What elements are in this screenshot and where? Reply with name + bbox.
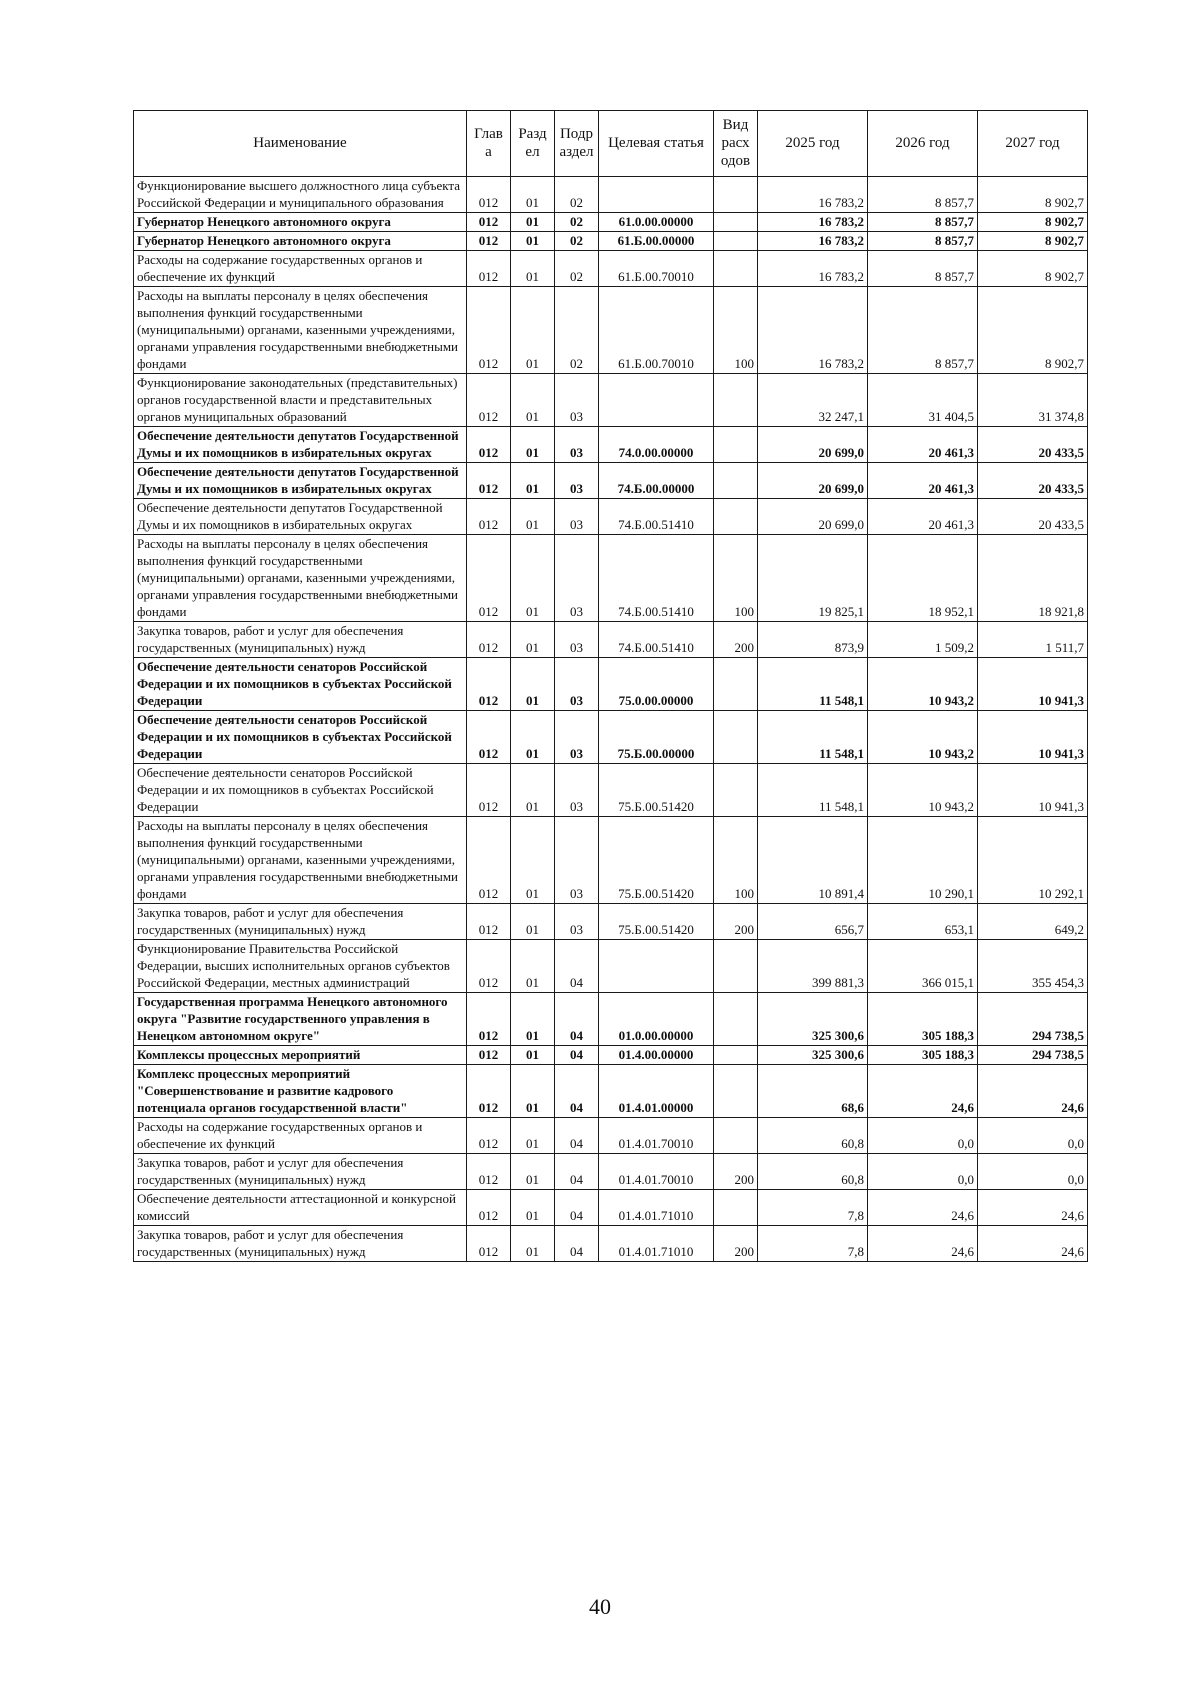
cell-2026: 8 857,7 <box>868 177 978 213</box>
header-2025: 2025 год <box>758 111 868 177</box>
cell-2025: 16 783,2 <box>758 177 868 213</box>
cell-podrazdel: 03 <box>555 904 599 940</box>
cell-podrazdel: 03 <box>555 711 599 764</box>
cell-name: Закупка товаров, работ и услуг для обеспечения государственных (муниципальных) нужд <box>134 904 467 940</box>
cell-2025: 7,8 <box>758 1190 868 1226</box>
cell-razdel: 01 <box>511 535 555 622</box>
cell-2026: 10 943,2 <box>868 658 978 711</box>
cell-vid-raskhodov <box>714 177 758 213</box>
cell-tselevaya-statya: 75.Б.00.51420 <box>599 904 714 940</box>
cell-2026: 10 290,1 <box>868 817 978 904</box>
table-row <box>134 177 1088 213</box>
cell-2027: 24,6 <box>978 1065 1088 1118</box>
cell-name: Функционирование законодательных (представительных) органов государственной власти и представительных органов муниципальных образований <box>134 374 467 427</box>
cell-2026: 24,6 <box>868 1065 978 1118</box>
cell-podrazdel: 04 <box>555 940 599 993</box>
cell-2027: 294 738,5 <box>978 1046 1088 1065</box>
cell-2025: 11 548,1 <box>758 658 868 711</box>
cell-name: Закупка товаров, работ и услуг для обеспечения государственных (муниципальных) нужд <box>134 1226 467 1262</box>
cell-podrazdel: 03 <box>555 658 599 711</box>
cell-razdel: 01 <box>511 904 555 940</box>
cell-glava: 012 <box>467 1046 511 1065</box>
cell-vid-raskhodov <box>714 463 758 499</box>
cell-2027: 20 433,5 <box>978 427 1088 463</box>
cell-razdel: 01 <box>511 1118 555 1154</box>
cell-razdel: 01 <box>511 940 555 993</box>
cell-2025: 20 699,0 <box>758 463 868 499</box>
table-row <box>134 535 1088 622</box>
cell-vid-raskhodov <box>714 1190 758 1226</box>
cell-razdel: 01 <box>511 251 555 287</box>
cell-name: Государственная программа Ненецкого автономного округа "Развитие государственного управления в Ненецком автономном округе" <box>134 993 467 1046</box>
cell-podrazdel: 03 <box>555 622 599 658</box>
header-vid-raskhodov: Вид расх одов <box>714 111 758 177</box>
cell-razdel: 01 <box>511 711 555 764</box>
cell-name: Закупка товаров, работ и услуг для обеспечения государственных (муниципальных) нужд <box>134 622 467 658</box>
cell-2025: 325 300,6 <box>758 1046 868 1065</box>
cell-2026: 305 188,3 <box>868 1046 978 1065</box>
cell-name: Комплекс процессных мероприятий "Совершенствование и развитие кадрового потенциала органов государственной власти" <box>134 1065 467 1118</box>
cell-podrazdel: 04 <box>555 993 599 1046</box>
cell-name: Функционирование Правительства Российской Федерации, высших исполнительных органов субъектов Российской Федерации, местных администраций <box>134 940 467 993</box>
cell-podrazdel: 02 <box>555 232 599 251</box>
cell-glava: 012 <box>467 817 511 904</box>
cell-2027: 649,2 <box>978 904 1088 940</box>
cell-tselevaya-statya: 61.Б.00.70010 <box>599 251 714 287</box>
cell-name: Обеспечение деятельности сенаторов Российской Федерации и их помощников в субъектах Российской Федерации <box>134 658 467 711</box>
cell-razdel: 01 <box>511 1154 555 1190</box>
table-row <box>134 1190 1088 1226</box>
cell-2026: 0,0 <box>868 1154 978 1190</box>
table-row <box>134 993 1088 1046</box>
cell-2025: 399 881,3 <box>758 940 868 993</box>
cell-2025: 19 825,1 <box>758 535 868 622</box>
table-row <box>134 232 1088 251</box>
table-row <box>134 622 1088 658</box>
cell-podrazdel: 04 <box>555 1118 599 1154</box>
cell-2025: 20 699,0 <box>758 427 868 463</box>
cell-tselevaya-statya: 74.Б.00.51410 <box>599 499 714 535</box>
cell-podrazdel: 02 <box>555 251 599 287</box>
cell-2027: 8 902,7 <box>978 232 1088 251</box>
cell-2027: 8 902,7 <box>978 177 1088 213</box>
cell-vid-raskhodov <box>714 499 758 535</box>
cell-podrazdel: 03 <box>555 817 599 904</box>
cell-glava: 012 <box>467 764 511 817</box>
cell-glava: 012 <box>467 177 511 213</box>
cell-tselevaya-statya: 01.4.01.70010 <box>599 1154 714 1190</box>
cell-tselevaya-statya: 75.Б.00.00000 <box>599 711 714 764</box>
budget-table <box>133 110 1088 1262</box>
cell-2025: 325 300,6 <box>758 993 868 1046</box>
table-row <box>134 1154 1088 1190</box>
page-number: 40 <box>589 1594 611 1619</box>
cell-2027: 294 738,5 <box>978 993 1088 1046</box>
cell-tselevaya-statya: 01.4.01.00000 <box>599 1065 714 1118</box>
cell-glava: 012 <box>467 711 511 764</box>
header-name: Наименование <box>134 111 467 177</box>
cell-tselevaya-statya: 61.Б.00.00000 <box>599 232 714 251</box>
cell-2025: 68,6 <box>758 1065 868 1118</box>
cell-2025: 10 891,4 <box>758 817 868 904</box>
cell-podrazdel: 03 <box>555 499 599 535</box>
cell-podrazdel: 03 <box>555 535 599 622</box>
cell-razdel: 01 <box>511 427 555 463</box>
cell-glava: 012 <box>467 427 511 463</box>
cell-2025: 656,7 <box>758 904 868 940</box>
cell-razdel: 01 <box>511 622 555 658</box>
table-row <box>134 1118 1088 1154</box>
table-row <box>134 499 1088 535</box>
cell-name: Расходы на выплаты персоналу в целях обеспечения выполнения функций государственными (муниципальными) органами, казенными учреждениями, органами управления государственными внебюджетными фондами <box>134 535 467 622</box>
cell-tselevaya-statya <box>599 177 714 213</box>
cell-2026: 0,0 <box>868 1118 978 1154</box>
table-header-row <box>134 111 1088 177</box>
cell-razdel: 01 <box>511 658 555 711</box>
cell-glava: 012 <box>467 232 511 251</box>
cell-razdel: 01 <box>511 764 555 817</box>
cell-vid-raskhodov <box>714 764 758 817</box>
cell-2025: 11 548,1 <box>758 711 868 764</box>
cell-2025: 16 783,2 <box>758 213 868 232</box>
cell-name: Расходы на выплаты персоналу в целях обеспечения выполнения функций государственными (муниципальными) органами, казенными учреждениями, органами управления государственными внебюджетными фондами <box>134 817 467 904</box>
cell-razdel: 01 <box>511 499 555 535</box>
cell-vid-raskhodov <box>714 374 758 427</box>
cell-name: Расходы на содержание государственных органов и обеспечение их функций <box>134 1118 467 1154</box>
table-row <box>134 817 1088 904</box>
cell-tselevaya-statya <box>599 374 714 427</box>
cell-vid-raskhodov <box>714 232 758 251</box>
table-row <box>134 213 1088 232</box>
cell-2026: 8 857,7 <box>868 213 978 232</box>
cell-glava: 012 <box>467 1154 511 1190</box>
header-razdel: Разд ел <box>511 111 555 177</box>
cell-name: Губернатор Ненецкого автономного округа <box>134 213 467 232</box>
cell-tselevaya-statya: 75.0.00.00000 <box>599 658 714 711</box>
cell-glava: 012 <box>467 463 511 499</box>
cell-tselevaya-statya: 74.Б.00.00000 <box>599 463 714 499</box>
header-2027: 2027 год <box>978 111 1088 177</box>
header-tselevaya-statya: Целевая статья <box>599 111 714 177</box>
cell-2027: 8 902,7 <box>978 287 1088 374</box>
cell-razdel: 01 <box>511 1065 555 1118</box>
cell-razdel: 01 <box>511 232 555 251</box>
cell-name: Обеспечение деятельности депутатов Государственной Думы и их помощников в избирательных округах <box>134 427 467 463</box>
cell-2026: 1 509,2 <box>868 622 978 658</box>
cell-vid-raskhodov <box>714 1118 758 1154</box>
cell-vid-raskhodov <box>714 993 758 1046</box>
cell-2027: 10 941,3 <box>978 764 1088 817</box>
cell-podrazdel: 02 <box>555 287 599 374</box>
cell-name: Обеспечение деятельности аттестационной и конкурсной комиссий <box>134 1190 467 1226</box>
cell-razdel: 01 <box>511 1226 555 1262</box>
cell-2026: 20 461,3 <box>868 427 978 463</box>
cell-2027: 8 902,7 <box>978 213 1088 232</box>
cell-2027: 0,0 <box>978 1118 1088 1154</box>
cell-podrazdel: 04 <box>555 1154 599 1190</box>
cell-tselevaya-statya: 01.4.01.71010 <box>599 1190 714 1226</box>
table-row <box>134 251 1088 287</box>
cell-2026: 10 943,2 <box>868 764 978 817</box>
cell-2026: 31 404,5 <box>868 374 978 427</box>
cell-vid-raskhodov: 100 <box>714 535 758 622</box>
cell-podrazdel: 02 <box>555 177 599 213</box>
cell-2027: 355 454,3 <box>978 940 1088 993</box>
cell-vid-raskhodov: 200 <box>714 904 758 940</box>
cell-glava: 012 <box>467 535 511 622</box>
cell-2026: 8 857,7 <box>868 232 978 251</box>
table-row <box>134 904 1088 940</box>
cell-name: Комплексы процессных мероприятий <box>134 1046 467 1065</box>
cell-glava: 012 <box>467 1190 511 1226</box>
cell-2026: 10 943,2 <box>868 711 978 764</box>
table-row <box>134 711 1088 764</box>
cell-podrazdel: 03 <box>555 374 599 427</box>
cell-tselevaya-statya: 74.Б.00.51410 <box>599 535 714 622</box>
cell-podrazdel: 03 <box>555 463 599 499</box>
cell-razdel: 01 <box>511 817 555 904</box>
cell-name: Обеспечение деятельности сенаторов Российской Федерации и их помощников в субъектах Российской Федерации <box>134 764 467 817</box>
cell-2026: 8 857,7 <box>868 251 978 287</box>
cell-tselevaya-statya: 01.4.01.71010 <box>599 1226 714 1262</box>
cell-glava: 012 <box>467 993 511 1046</box>
table-row <box>134 1226 1088 1262</box>
cell-vid-raskhodov <box>714 427 758 463</box>
cell-2027: 10 941,3 <box>978 658 1088 711</box>
cell-vid-raskhodov <box>714 658 758 711</box>
cell-name: Губернатор Ненецкого автономного округа <box>134 232 467 251</box>
cell-2026: 18 952,1 <box>868 535 978 622</box>
cell-vid-raskhodov: 100 <box>714 287 758 374</box>
cell-podrazdel: 04 <box>555 1065 599 1118</box>
cell-2025: 16 783,2 <box>758 251 868 287</box>
cell-2025: 32 247,1 <box>758 374 868 427</box>
table-row <box>134 463 1088 499</box>
cell-glava: 012 <box>467 940 511 993</box>
cell-2027: 24,6 <box>978 1226 1088 1262</box>
table-body <box>134 177 1088 1262</box>
cell-tselevaya-statya <box>599 940 714 993</box>
cell-razdel: 01 <box>511 213 555 232</box>
cell-vid-raskhodov: 200 <box>714 622 758 658</box>
cell-glava: 012 <box>467 213 511 232</box>
table-row <box>134 287 1088 374</box>
cell-vid-raskhodov <box>714 213 758 232</box>
cell-name: Расходы на содержание государственных органов и обеспечение их функций <box>134 251 467 287</box>
cell-tselevaya-statya: 75.Б.00.51420 <box>599 764 714 817</box>
cell-vid-raskhodov: 100 <box>714 817 758 904</box>
cell-podrazdel: 04 <box>555 1046 599 1065</box>
cell-name: Обеспечение деятельности депутатов Государственной Думы и их помощников в избирательных округах <box>134 499 467 535</box>
header-glava: Глав а <box>467 111 511 177</box>
cell-razdel: 01 <box>511 463 555 499</box>
cell-2025: 16 783,2 <box>758 287 868 374</box>
cell-tselevaya-statya: 61.0.00.00000 <box>599 213 714 232</box>
table-row <box>134 764 1088 817</box>
cell-vid-raskhodov <box>714 251 758 287</box>
table-row <box>134 427 1088 463</box>
cell-podrazdel: 04 <box>555 1190 599 1226</box>
cell-podrazdel: 03 <box>555 427 599 463</box>
cell-2026: 305 188,3 <box>868 993 978 1046</box>
cell-vid-raskhodov: 200 <box>714 1226 758 1262</box>
cell-name: Функционирование высшего должностного лица субъекта Российской Федерации и муниципального образования <box>134 177 467 213</box>
cell-name: Обеспечение деятельности сенаторов Российской Федерации и их помощников в субъектах Российской Федерации <box>134 711 467 764</box>
cell-2026: 366 015,1 <box>868 940 978 993</box>
cell-glava: 012 <box>467 374 511 427</box>
cell-glava: 012 <box>467 1065 511 1118</box>
table-row <box>134 1065 1088 1118</box>
cell-razdel: 01 <box>511 993 555 1046</box>
cell-2026: 24,6 <box>868 1226 978 1262</box>
cell-2025: 60,8 <box>758 1154 868 1190</box>
cell-name: Закупка товаров, работ и услуг для обеспечения государственных (муниципальных) нужд <box>134 1154 467 1190</box>
cell-glava: 012 <box>467 1226 511 1262</box>
cell-vid-raskhodov <box>714 1065 758 1118</box>
cell-razdel: 01 <box>511 1046 555 1065</box>
cell-podrazdel: 04 <box>555 1226 599 1262</box>
cell-vid-raskhodov: 200 <box>714 1154 758 1190</box>
cell-glava: 012 <box>467 1118 511 1154</box>
cell-2027: 10 941,3 <box>978 711 1088 764</box>
cell-tselevaya-statya: 01.0.00.00000 <box>599 993 714 1046</box>
cell-2027: 8 902,7 <box>978 251 1088 287</box>
cell-2027: 0,0 <box>978 1154 1088 1190</box>
cell-razdel: 01 <box>511 287 555 374</box>
cell-podrazdel: 03 <box>555 764 599 817</box>
cell-glava: 012 <box>467 287 511 374</box>
cell-2027: 20 433,5 <box>978 499 1088 535</box>
cell-name: Обеспечение деятельности депутатов Государственной Думы и их помощников в избирательных округах <box>134 463 467 499</box>
cell-2025: 7,8 <box>758 1226 868 1262</box>
cell-2027: 18 921,8 <box>978 535 1088 622</box>
cell-tselevaya-statya: 74.Б.00.51410 <box>599 622 714 658</box>
cell-2026: 8 857,7 <box>868 287 978 374</box>
header-2026: 2026 год <box>868 111 978 177</box>
cell-glava: 012 <box>467 499 511 535</box>
table-row <box>134 1046 1088 1065</box>
cell-2025: 20 699,0 <box>758 499 868 535</box>
cell-2026: 20 461,3 <box>868 463 978 499</box>
cell-glava: 012 <box>467 251 511 287</box>
cell-2027: 1 511,7 <box>978 622 1088 658</box>
cell-tselevaya-statya: 74.0.00.00000 <box>599 427 714 463</box>
cell-glava: 012 <box>467 904 511 940</box>
cell-2026: 653,1 <box>868 904 978 940</box>
cell-glava: 012 <box>467 658 511 711</box>
cell-razdel: 01 <box>511 177 555 213</box>
cell-2025: 60,8 <box>758 1118 868 1154</box>
cell-vid-raskhodov <box>714 711 758 764</box>
cell-2027: 24,6 <box>978 1190 1088 1226</box>
header-podrazdel: Подр аздел <box>555 111 599 177</box>
cell-2027: 20 433,5 <box>978 463 1088 499</box>
cell-2025: 873,9 <box>758 622 868 658</box>
cell-2025: 11 548,1 <box>758 764 868 817</box>
cell-razdel: 01 <box>511 374 555 427</box>
cell-glava: 012 <box>467 622 511 658</box>
cell-2026: 20 461,3 <box>868 499 978 535</box>
cell-2027: 10 292,1 <box>978 817 1088 904</box>
table-row <box>134 940 1088 993</box>
table-row <box>134 658 1088 711</box>
cell-tselevaya-statya: 61.Б.00.70010 <box>599 287 714 374</box>
cell-tselevaya-statya: 75.Б.00.51420 <box>599 817 714 904</box>
cell-vid-raskhodov <box>714 940 758 993</box>
table-row <box>134 374 1088 427</box>
cell-vid-raskhodov <box>714 1046 758 1065</box>
cell-2026: 24,6 <box>868 1190 978 1226</box>
cell-2027: 31 374,8 <box>978 374 1088 427</box>
cell-tselevaya-statya: 01.4.01.70010 <box>599 1118 714 1154</box>
cell-name: Расходы на выплаты персоналу в целях обеспечения выполнения функций государственными (муниципальными) органами, казенными учреждениями, органами управления государственными внебюджетными фондами <box>134 287 467 374</box>
cell-tselevaya-statya: 01.4.00.00000 <box>599 1046 714 1065</box>
cell-2025: 16 783,2 <box>758 232 868 251</box>
cell-razdel: 01 <box>511 1190 555 1226</box>
cell-podrazdel: 02 <box>555 213 599 232</box>
